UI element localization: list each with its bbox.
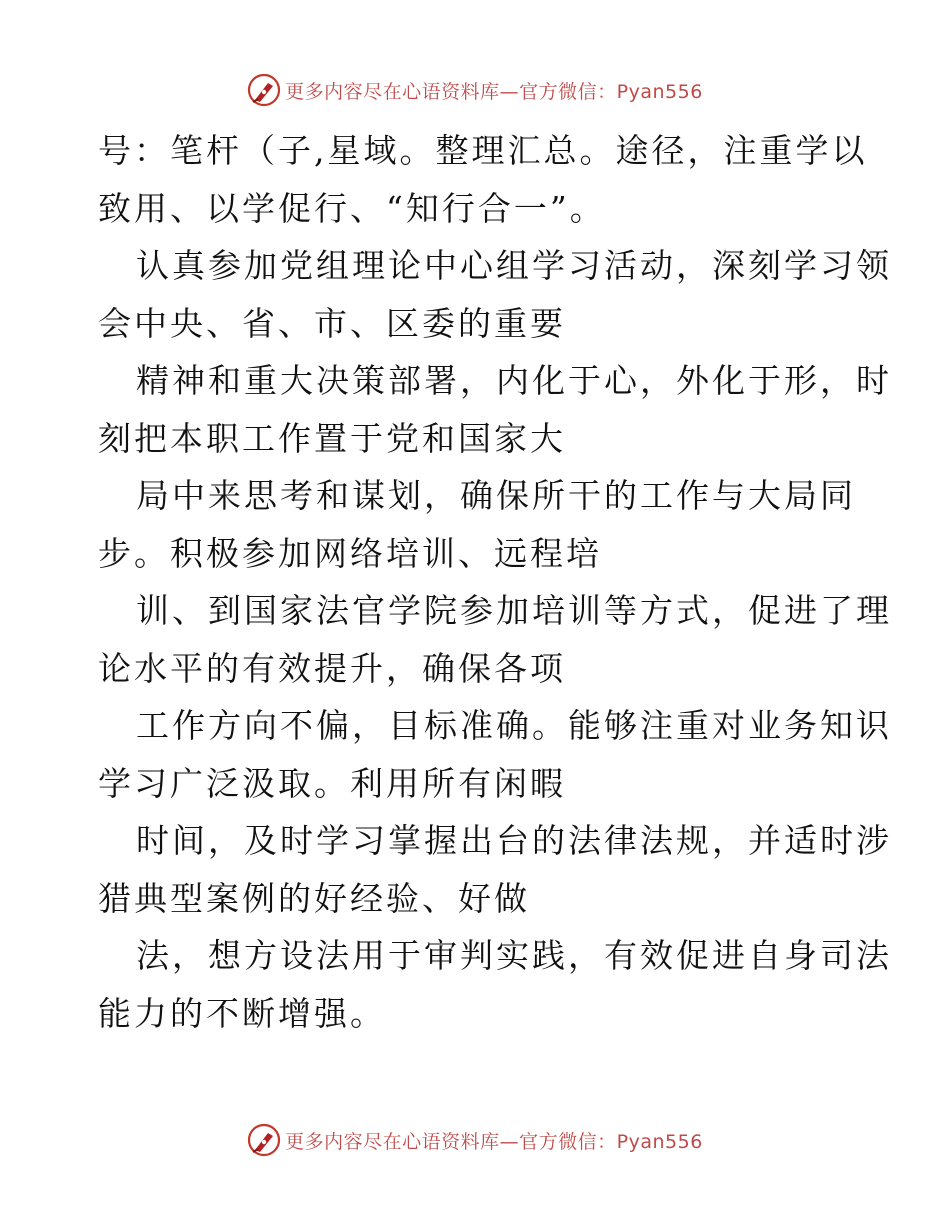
footer-banner-text: 更多内容尽在心语资料库—官方微信：Pyan556 bbox=[285, 1130, 703, 1153]
text-line-10: 论水平的有效提升，确保各项 bbox=[98, 648, 566, 688]
text-line-14: 猎典型案例的好经验、好做 bbox=[98, 878, 530, 918]
text-line-12: 学习广泛汲取。利用所有闲暇 bbox=[98, 763, 566, 803]
text-line-8: 步。积极参加网络培训、远程培 bbox=[98, 533, 602, 573]
text-line-15: 法，想方设法用于审判实践，有效促进自身司法 bbox=[136, 936, 892, 975]
text-line-4: 会中央、省、市、区委的重要 bbox=[98, 303, 566, 343]
header-banner bbox=[0, 68, 950, 112]
text-line-5: 精神和重大决策部署，内化于心，外化于形，时 bbox=[136, 361, 892, 400]
pen-nib-logo-icon bbox=[247, 73, 281, 107]
text-line-3: 认真参加党组理论中心组学习活动，深刻学习领 bbox=[136, 246, 892, 285]
text-line-7: 局中来思考和谋划，确保所干的工作与大局同 bbox=[136, 476, 856, 515]
text-line-9: 训、到国家法官学院参加培训等方式，促进了理 bbox=[136, 591, 892, 630]
footer-banner bbox=[0, 1118, 950, 1162]
text-line-13: 时间，及时学习掌握出台的法律法规，并适时涉 bbox=[136, 821, 892, 860]
text-line-16: 能力的不断增强。 bbox=[98, 993, 386, 1033]
header-banner-text: 更多内容尽在心语资料库—官方微信：Pyan556 bbox=[285, 80, 703, 103]
text-line-2: 致用、以学促行、“知行合一”。 bbox=[98, 188, 606, 228]
text-line-1: 号：笔杆（子,星域。整理汇总。途径，注重学以 bbox=[98, 131, 868, 170]
document-body bbox=[98, 122, 892, 1042]
pen-nib-logo-icon bbox=[247, 1123, 281, 1157]
text-line-11: 工作方向不偏，目标准确。能够注重对业务知识 bbox=[136, 706, 892, 745]
text-line-6: 刻把本职工作置于党和国家大 bbox=[98, 418, 566, 458]
